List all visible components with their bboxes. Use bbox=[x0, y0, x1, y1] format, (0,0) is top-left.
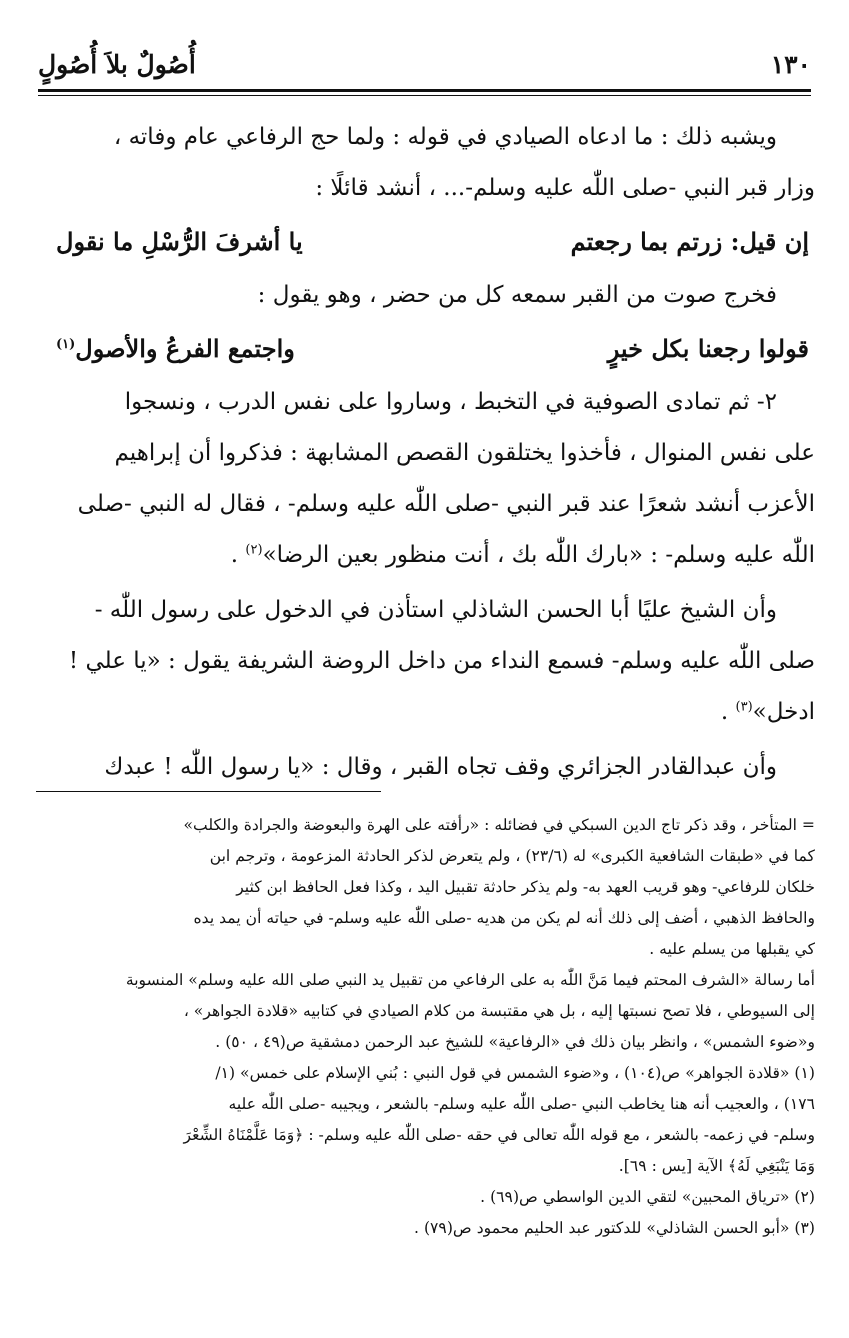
footnote-3 bbox=[34, 1213, 815, 1244]
footnote-separator bbox=[36, 791, 381, 792]
text-line: ٢- ثم تمادى الصوفية في التخبط ، وساروا على نفس الدرب ، ونسجوا bbox=[124, 389, 777, 415]
header-rule-thick bbox=[38, 89, 811, 92]
text-run: ادخل» bbox=[752, 699, 815, 725]
main-text bbox=[34, 112, 815, 793]
text-line: فخرج صوت من القبر سمعه كل من حضر ، وهو يقول : bbox=[257, 282, 777, 308]
footnote-line: وسلم- في زعمه- بالشعر ، مع قوله اللّٰه تعالى في حقه -صلى اللّٰه عليه وسلم- : ﴿وَمَا عَلَّمْنَاهُ الشِّعْرَ bbox=[183, 1126, 815, 1144]
running-title: أُصُولٌ بلاَ أُصُولٍ bbox=[38, 49, 196, 79]
footnote-line: و«ضوء الشمس» ، وانظر بيان ذلك في «الرفاعية» للشيخ عبد الرحمن دمشقية ص(٤٩ ، ٥٠) . bbox=[215, 1033, 815, 1051]
footnote-line: ١٧٦) ، والعجيب أنه هنا يخاطب النبي -صلى اللّٰه عليه وسلم- بالشعر ، ويجيبه -صلى اللّٰه عليه bbox=[228, 1095, 815, 1113]
verse-first-hemistich: إن قيل: زرتم بما رجعتم bbox=[570, 227, 809, 256]
page-header bbox=[38, 44, 811, 84]
footnote-line: كي يقبلها من يسلم عليه . bbox=[649, 940, 815, 958]
text-run: . bbox=[720, 699, 736, 725]
text-line: وأن الشيخ عليًا أبا الحسن الشاذلي استأذن في الدخول على رسول اللّٰه - bbox=[94, 597, 777, 623]
poem-verse-1 bbox=[34, 214, 815, 270]
text-run: . bbox=[230, 542, 246, 568]
text-line: الأعزب أنشد شعرًا عند قبر النبي -صلى اللّٰه عليه وسلم- ، فقال له النبي -صلى bbox=[77, 491, 815, 517]
footnote-ref-1: (١) bbox=[56, 337, 76, 352]
verse-text: واجتمع الفرعُ والأصول bbox=[75, 334, 295, 363]
poem-verse-2 bbox=[34, 321, 815, 377]
footnote-line: (١) «قلادة الجواهر» ص(١٠٤) ، و«ضوء الشمس في قول النبي : بُني الإسلام على خمس» (١/ bbox=[215, 1064, 815, 1082]
verse-second-hemistich: يا أشرفَ الرُّسْلِ ما نقول bbox=[56, 227, 303, 256]
paragraph-1 bbox=[34, 112, 815, 214]
text-line bbox=[34, 530, 815, 581]
footnote-line: والحافظ الذهبي ، أضف إلى ذلك أنه لم يكن من هديه -صلى اللّٰه عليه وسلم- في حياته أن يمد يده bbox=[193, 909, 815, 927]
text-line bbox=[34, 687, 815, 738]
footnote-line: كما في «طبقات الشافعية الكبرى» له (٢٣/٦) ، ولم يتعرض لذكر الحادثة المزعومة ، وترجم ابن bbox=[209, 847, 815, 865]
footnote-line: إلى السيوطي ، فلا تصح نسبتها إليه ، بل هي مقتبسة من كلام الصيادي في كتابيه «قلادة الجواهر» ، bbox=[183, 1002, 815, 1020]
paragraph-3 bbox=[34, 377, 815, 581]
text-line: ويشبه ذلك : ما ادعاه الصيادي في قوله : ولما حج الرفاعي عام وفاته ، bbox=[113, 124, 777, 150]
paragraph-2 bbox=[34, 270, 815, 321]
footnote-line: (٣) «أبو الحسن الشاذلي» للدكتور عبد الحليم محمود ص(٧٩) . bbox=[414, 1219, 815, 1237]
footnote-ref-2: (٢) bbox=[245, 542, 263, 558]
footnote-ref-3: (٣) bbox=[735, 699, 753, 715]
verse-second-hemistich bbox=[56, 321, 295, 377]
footnote-line: وَمَا يَنْبَغِي لَهُ﴾ الآية [يس : ٦٩]. bbox=[618, 1157, 815, 1175]
footnote-1 bbox=[34, 1058, 815, 1182]
text-line: وأن عبدالقادر الجزائري وقف تجاه القبر ، وقال : «يا رسول اللّٰه ! عبدك bbox=[104, 754, 777, 780]
text-line: صلى اللّٰه عليه وسلم- فسمع النداء من داخل الروضة الشريفة يقول : «يا علي ! bbox=[68, 648, 815, 674]
footnote-2 bbox=[34, 1182, 815, 1213]
text-line: وزار قبر النبي -صلى اللّٰه عليه وسلم-... ، أنشد قائلًا : bbox=[315, 175, 815, 201]
footnotes bbox=[34, 810, 815, 1244]
footnote-line: أما رسالة «الشرف المحتم فيما مَنَّ اللّٰه به على الرفاعي من تقبيل يد النبي صلى الله عليه وسلم» المنسوبة bbox=[125, 971, 815, 989]
paragraph-4 bbox=[34, 585, 815, 738]
footnote-continuation bbox=[34, 810, 815, 1058]
text-run: اللّٰه عليه وسلم- : «بارك اللّٰه بك ، أنت منظور بعين الرضا» bbox=[262, 542, 815, 568]
footnote-line: (٢) «ترياق المحبين» لتقي الدين الواسطي ص(٦٩) . bbox=[480, 1188, 815, 1206]
header-rule-thin bbox=[38, 95, 811, 96]
text-line: على نفس المنوال ، فأخذوا يختلقون القصص المشابهة : فذكروا أن إبراهيم bbox=[114, 440, 815, 466]
verse-first-hemistich: قولوا رجعنا بكل خيرٍ bbox=[607, 334, 809, 363]
paragraph-5 bbox=[34, 742, 815, 793]
footnote-line: خلكان للرفاعي- وهو قريب العهد به- ولم يذكر حادثة تقبيل اليد ، وكذا فعل الحافظ ابن كثير bbox=[236, 878, 815, 896]
footnote-line: = المتأخر ، وقد ذكر تاج الدين السبكي في فضائله : «رأفته على الهرة والبعوضة والجرادة والكلب» bbox=[183, 816, 815, 834]
page-number: ١٣٠ bbox=[770, 49, 811, 79]
